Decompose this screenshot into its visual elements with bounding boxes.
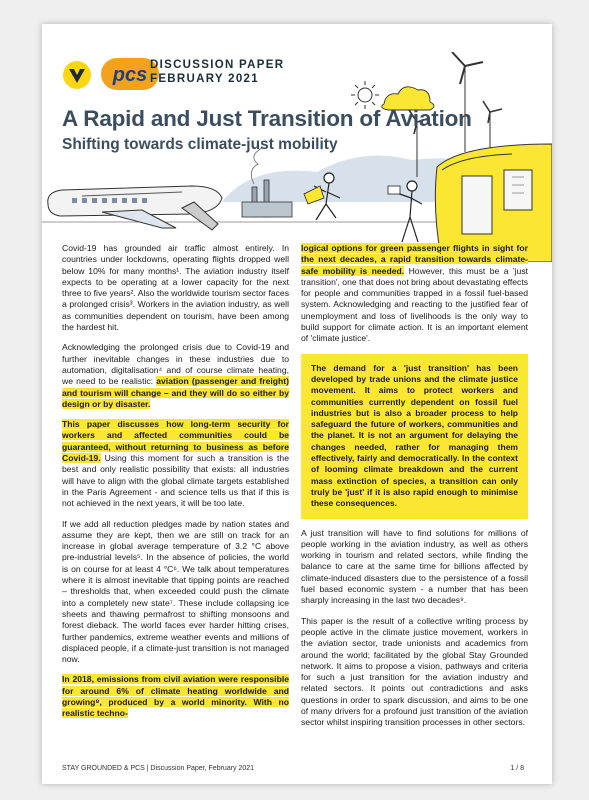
- highlighted-text: aviation (passenger and freight) and tourism will change – and they will do so either by design or by disaster.: [62, 376, 289, 409]
- paragraph: [62, 342, 289, 410]
- pcs-logo-text: pcs: [112, 64, 148, 86]
- document-subtitle: Shifting towards climate-just mobility: [62, 136, 338, 153]
- document-title: A Rapid and Just Transition of Aviation: [62, 106, 472, 131]
- right-column: [301, 243, 528, 738]
- paragraph: If we add all reduction pledges made by nation states and assume they are kept, then we are still on track for an increase in global average temperature of 3.2 °C above pre-industrial levels⁵. In the absence of policies, the world is on course for at least 4 °C⁶. We talk about temperatures where it is almost inevitable that tipping points are reached – thresholds that, when exceeded could push the climate into a completely new state⁷. These include collapsing ice sheets and thawing permafrost to shifting monsoons and forest dieback. The world faces ever harder hitting crises, further pandemics, extreme weather events and millions of displaced people, if a climate-just transition is not managed now.: [62, 518, 289, 665]
- just-transition-callout-box: The demand for a 'just transition' has been developed by trade unions and the climate justice movement. It aims to protect workers and communities currently dependent on fossil fuel industries but is also a broader process to help safeguard the future of workers, communities and the planet. It is not an argument for delaying the changes needed, rather for managing them effectively, fairly and democratically. In the context of looming climate breakdown and the current mass extinction of species, a transition can only truly be 'just' if it is also rapid enough to minimise these consequences.: [301, 354, 528, 519]
- paragraph: [301, 243, 528, 345]
- footer-text: STAY GROUNDED & PCS | Discussion Paper, February 2021: [62, 765, 255, 772]
- page-number: 1 / 8: [510, 765, 524, 772]
- highlighted-text: In 2018, emissions from civil aviation were responsible for around 6% of climate heating worldwide and growing⁸, produced by a world minority. With no realistic techno-: [62, 674, 289, 719]
- stay-grounded-logo: [62, 60, 92, 90]
- paragraph: [62, 419, 289, 509]
- airplane-drawing: [48, 186, 222, 230]
- paper-label: [150, 58, 284, 86]
- paragraph: [62, 674, 289, 719]
- paper-type: DISCUSSION PAPER: [150, 59, 285, 71]
- text-run: Acknowledging the prolonged crisis due to Covid-19 and further inevitable changes in these industries due to automation, digitalisation⁴ and of course climate heating, we need to be realistic:: [62, 342, 289, 387]
- text-run: However, this must be a 'just transition', one that does not bring about devastating effects for people and communities trapped in a fossil fuel-based system. Acknowledging and reacting to the justified fear of unemployment and loss of livelihoods is the only way to build support for climate action. It is an important element of 'climate justice'.: [301, 265, 529, 344]
- sun-icon: [351, 81, 379, 109]
- document-page: [42, 24, 552, 784]
- highlighted-text: This paper discusses how long-term security for workers and affected communities could be guaranteed, without returning to business as before Covid-19.: [62, 419, 289, 464]
- text-run: Using this moment for such a transition is the best and only realistic possibility that exists: all industries will have to align with the global climate targets established in the Paris Agreement - and science tells us that if this is not achieved in the next years, it will be too late.: [62, 453, 289, 509]
- paragraph: A just transition will have to find solutions for millions of people working in the aviation industry, as well as others working in tourism and related sectors, while finding the balance to care at the same time for billions affected by climate-induced disasters due to the persistence of a fossil fuel based economic system - a number that has been sharply increasing in the last two decades⁹.: [301, 527, 528, 606]
- left-column: [62, 243, 289, 729]
- paper-date: FEBRUARY 2021: [150, 73, 259, 85]
- paragraph: This paper is the result of a collective writing process by people active in the climate justice movement, workers in the aviation sector, trade unionists and academics from around the world; facilitated by the global Stay Grounded network. It aims to propose a vision, pathways and criteria for such a just transition for the aviation industry and related sectors. It points out contradictions and asks questions in order to spark discussion, and aims to be one of many drivers for a profound just transition of the aviation sector whilst inspiring transition processes in other sectors.: [301, 615, 528, 728]
- paragraph: Covid-19 has grounded air traffic almost entirely. In countries under lockdowns, operating flights dropped well below 10% for many months¹. The aviation industry itself expects to be operating at a lower capacity for the next three to five years². Also the worldwide tourism sector faces a prolonged crisis³. Workers in the aviation industry, as well as communities dependent on tourism, have been among the hardest hit.: [62, 243, 289, 333]
- highlighted-text: logical options for green passenger flights in sight for the next decades, a rapid transition towards climate-safe mobility is needed.: [301, 243, 528, 276]
